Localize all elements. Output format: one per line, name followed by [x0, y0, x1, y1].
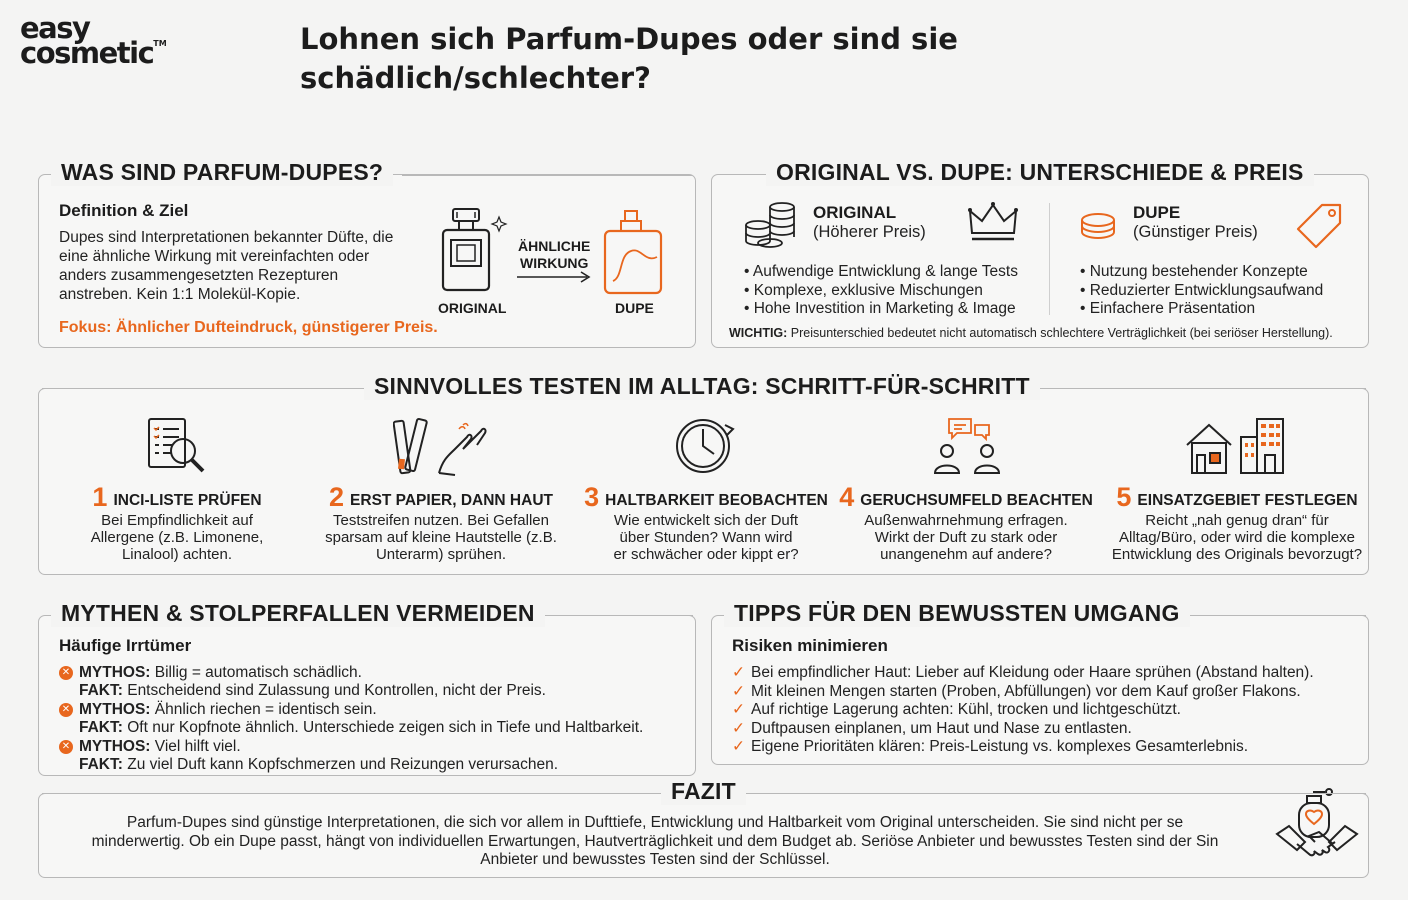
tip-item — [732, 738, 1314, 757]
compare-heading: ORIGINAL VS. DUPE: UNTERSCHIEDE & PREIS — [766, 159, 1314, 186]
single-coin-icon — [1078, 211, 1118, 243]
original-bottle-label: ORIGINAL — [438, 300, 507, 316]
what-panel — [38, 159, 696, 348]
fact-value: Oft nur Kopfnote ähnlich. Unterschiede zeigen sich in Tiefe und Haltbarkeit. — [122, 719, 644, 737]
myth-text — [79, 664, 362, 682]
tips-list — [732, 664, 1314, 757]
tip-item — [732, 720, 1314, 739]
myth-text — [79, 738, 241, 756]
original-point: • Hohe Investition in Marketing & Image — [744, 300, 1016, 317]
rule-tips — [1200, 615, 1366, 616]
dupe-point: • Nutzung bestehender Konzepte — [1080, 263, 1308, 280]
tips-subheading: Risiken minimieren — [732, 636, 888, 655]
tips-heading: TIPPS FÜR DEN BEWUSSTEN UMGANG — [724, 600, 1190, 627]
myth-row — [59, 738, 643, 756]
fact-row — [59, 682, 643, 700]
rule-what — [402, 175, 692, 176]
step-3 — [581, 484, 831, 563]
myth-row — [59, 701, 643, 719]
tip-text: Eigene Prioritäten klären: Preis-Leistung vs. komplexes Gesamterlebnis. — [751, 738, 1249, 755]
arrow-label-1: ÄHNLICHE — [518, 238, 591, 254]
step-2-number: 2 — [329, 482, 345, 512]
tip-text: Auf richtige Lagerung achten: Kühl, trocken und lichtgeschützt. — [751, 701, 1181, 718]
logo-line-2 — [20, 35, 167, 70]
myth-label: MYTHOS: — [79, 737, 151, 755]
myth-label: MYTHOS: — [79, 664, 151, 681]
fact-value: Entscheidend sind Zulassung und Kontrollen, nicht der Preis. — [122, 682, 546, 700]
step-3-number: 3 — [584, 482, 600, 512]
step-4-head — [835, 484, 1097, 510]
step-5-text: Reicht „nah genug dran“ für Alltag/Büro, oder wird die komplexe Entwicklung des Originals bevorzugt? — [1111, 512, 1363, 563]
myth-value: Ähnlich riechen = identisch sein. — [150, 700, 377, 718]
rule-steps-right — [1046, 388, 1366, 389]
fact-label: FAKT: — [79, 719, 123, 737]
rule-fazit-right — [746, 793, 1366, 794]
what-focus: Fokus: Ähnlicher Dufteindruck, günstigerer Preis. — [59, 319, 438, 336]
original-point: • Komplexe, exklusive Mischungen — [744, 281, 983, 299]
coins-stack-icon — [742, 199, 800, 251]
compare-note-text: Preisunterschied bedeutet nicht automatisch schlechtere Verträglichkeit (bei seriöser Herstellung). — [787, 326, 1333, 340]
check-icon: ✓ — [732, 719, 745, 737]
step-2-text: Teststreifen nutzen. Bei Gefallen sparsam auf kleine Hautstelle (z.B. Unterarm) sprühen. — [325, 512, 557, 563]
step-5 — [1107, 484, 1367, 563]
step-2-title: ERST PAPIER, DANN HAUT — [350, 492, 553, 509]
handshake-perfume-icon — [1275, 784, 1359, 868]
step-4 — [835, 484, 1097, 563]
compare-original-title: ORIGINAL — [813, 203, 897, 222]
page-title: Lohnen sich Parfum-Dupes oder sind sie schädlich/schlechter? — [300, 22, 958, 95]
dupe-bottle-label: DUPE — [615, 300, 654, 316]
step-3-title: HALTBARKEIT BEOBACHTEN — [605, 492, 828, 509]
perfume-bottle-icon — [437, 203, 513, 297]
cross-icon: ✕ — [59, 740, 73, 754]
dupe-point: • Einfachere Präsentation — [1080, 300, 1256, 317]
tip-text: Mit kleinen Mengen starten (Proben, Abfüllungen) vor dem Kauf großer Flakons. — [751, 682, 1301, 700]
step-3-text: Wie entwickelt sich der Duft über Stunden? Wann wird er schwächer oder kippt er? — [613, 512, 799, 563]
tip-item — [732, 683, 1314, 702]
cross-icon: ✕ — [59, 703, 73, 717]
tip-text: Duftpausen einplanen, um Haut und Nase zu entlasten. — [751, 719, 1132, 737]
logo-word: cosmetic — [20, 35, 154, 70]
step-5-number: 5 — [1116, 482, 1132, 512]
myth-text — [79, 701, 377, 719]
tip-item — [732, 664, 1314, 683]
check-icon: ✓ — [732, 682, 745, 700]
original-points-list — [744, 263, 1018, 319]
dupe-point: • Reduzierter Entwicklungsaufwand — [1080, 281, 1324, 299]
step-1-text: Bei Empfindlichkeit auf Allergene (z.B. Limonene, Linalool) achten. — [90, 512, 264, 563]
step-4-text: Außenwahrnehmung erfragen. Wirkt der Duft zu stark oder unangenehm auf andere? — [864, 512, 1068, 563]
fact-label: FAKT: — [79, 756, 123, 774]
compare-note-label: WICHTIG: — [729, 326, 788, 340]
step-1-title: INCI-LISTE PRÜFEN — [113, 492, 262, 509]
myths-heading: MYTHEN & STOLPERFALLEN VERMEIDEN — [51, 600, 545, 627]
step-1-number: 1 — [92, 482, 108, 512]
fazit-heading: FAZIT — [661, 778, 746, 805]
step-3-head — [581, 484, 831, 510]
step-4-title: GERUCHSUMFELD BEACHTEN — [860, 492, 1093, 509]
step-1 — [77, 484, 277, 563]
dupe-bottle-icon — [601, 207, 667, 299]
steps-heading: SINNVOLLES TESTEN IM ALLTAG: SCHRITT-FÜR-SCHRITT — [364, 373, 1040, 400]
step-5-title: EINSATZGEBIET FESTLEGEN — [1137, 492, 1358, 509]
people-chat-icon — [929, 415, 1009, 477]
rule-fazit-left — [42, 793, 646, 794]
crown-icon — [966, 201, 1020, 245]
compare-dupe-title: DUPE — [1133, 203, 1181, 222]
inci-list-magnifier-icon — [145, 415, 211, 477]
cross-icon: ✕ — [59, 666, 73, 680]
step-2 — [321, 484, 561, 563]
fact-row — [59, 756, 643, 774]
check-icon: ✓ — [732, 738, 745, 755]
brand-logo — [20, 11, 167, 70]
myths-list — [59, 664, 643, 774]
test-strip-arm-icon — [393, 415, 493, 477]
home-office-icon — [1183, 415, 1289, 477]
myth-row — [59, 664, 643, 682]
original-point: • Aufwendige Entwicklung & lange Tests — [744, 263, 1018, 280]
step-2-head — [321, 484, 561, 510]
rule-steps-left — [42, 388, 360, 389]
arrow-label-2: WIRKUNG — [520, 255, 589, 271]
myth-value: Viel hilft viel. — [150, 737, 241, 755]
price-tag-icon — [1294, 201, 1346, 253]
step-4-number: 4 — [839, 482, 855, 512]
clock-icon — [671, 415, 737, 477]
tip-item — [732, 701, 1314, 720]
check-icon: ✓ — [732, 664, 745, 681]
what-subheading: Definition & Ziel — [59, 201, 189, 220]
logo-trademark: TM — [153, 38, 167, 48]
step-1-head — [77, 484, 277, 510]
fact-value: Zu viel Duft kann Kopfschmerzen und Reizungen verursachen. — [122, 756, 559, 774]
fazit-panel — [38, 778, 1369, 878]
what-heading: WAS SIND PARFUM-DUPES? — [51, 159, 393, 186]
logo-line-1: easy — [20, 11, 90, 45]
dupe-points-list — [1080, 263, 1323, 319]
myth-label: MYTHOS: — [79, 700, 151, 718]
tip-text: Bei empfindlicher Haut: Lieber auf Kleidung oder Haare sprühen (Abstand halten). — [751, 664, 1314, 681]
fact-row — [59, 719, 643, 737]
compare-dupe-price: (Günstiger Preis) — [1133, 223, 1258, 241]
compare-divider — [1049, 203, 1050, 315]
compare-note — [729, 326, 1333, 340]
check-icon: ✓ — [732, 701, 745, 718]
myths-panel — [38, 600, 696, 776]
fact-label: FAKT: — [79, 682, 123, 700]
what-body: Dupes sind Interpretationen bekannter Düfte, die eine ähnliche Wirkung mit vereinfachten oder anders zusammengesetzten Rezepturen anstreben. Kein 1:1 Molekül-Kopie. — [59, 229, 394, 303]
fazit-text: Parfum-Dupes sind günstige Interpretationen, die sich vor allem in Dufttiefe, Entwicklung und Haltbarkeit vom Original unterscheiden. Sie sind nicht per se minderwertig. Ob ein Dupe passt, hängt von individuellen Erwartungen, Hautverträglichkeit und dem Budget ab. Seriöse Anbieter und bewusstes Testen sind der Sin Anbieter und bewusstes Testen sind der Schlüssel. — [91, 814, 1219, 868]
rule-myths — [548, 615, 693, 616]
compare-original-price: (Höherer Preis) — [813, 223, 926, 241]
tips-panel — [711, 600, 1369, 765]
step-5-head — [1107, 484, 1367, 510]
myths-subheading: Häufige Irrtümer — [59, 636, 192, 655]
compare-panel — [711, 159, 1369, 348]
arrow-right-icon — [515, 271, 595, 283]
steps-panel — [38, 373, 1369, 575]
myth-value: Billig = automatisch schädlich. — [150, 664, 362, 681]
